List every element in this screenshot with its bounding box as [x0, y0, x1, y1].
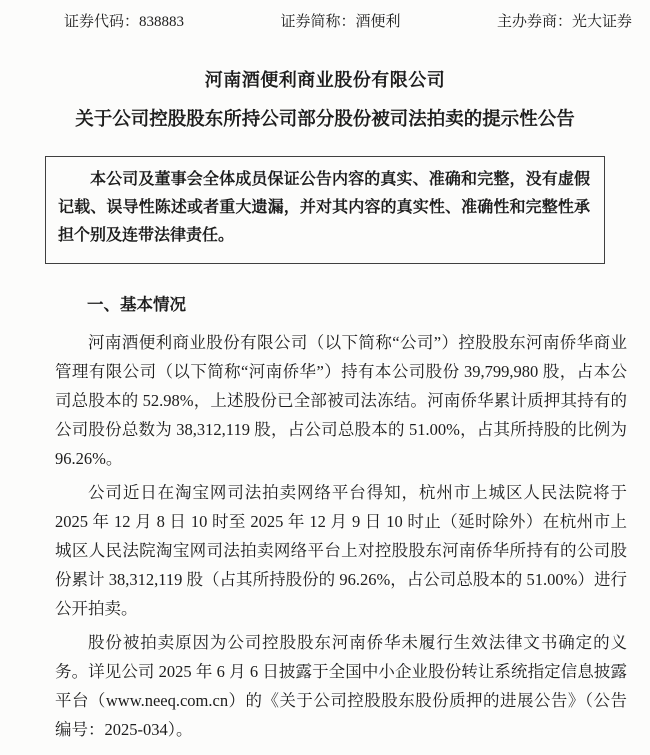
- securities-header: [0, 0, 650, 32]
- sponsor-broker: 主办券商：光大证券: [496, 14, 632, 30]
- announcement-title: 关于公司控股股东所持公司部分股份被司法拍卖的提示性公告: [75, 110, 575, 130]
- paragraph-shareholding: 河南酒便利商业股份有限公司（以下简称“公司”）控股股东河南侨华商业管理有限公司（以下简称“河南侨华”）持有本公司股份 39,799,980 股，占本公司总股本的 52.98%，上述股份已全部被司法冻结。河南侨华累计质押其持有的公司股份总数为 38,312,119 股，占公司总股本的 51.00%，占其所持股的比例为 96.26%。: [55, 333, 627, 468]
- company-title: 河南酒便利商业股份有限公司: [204, 70, 446, 90]
- stock-short-name: 证券简称：酒便利: [280, 14, 401, 30]
- stock-code: 证券代码：838883: [64, 14, 185, 30]
- section-heading-basic-info: 一、基本情况: [87, 295, 186, 314]
- paragraph-auction-notice: 公司近日在淘宝网司法拍卖网络平台得知，杭州市上城区人民法院将于 2025 年 12 月 8 日 10 时至 2025 年 12 月 9 日 10 时止（延时除外）在杭州市上城区人民法院淘宝网司法拍卖网络平台上对控股股东河南侨华所持有的公司股份累计 38,312,119 股（占其所持股份的 96.26%，占公司总股本的 51.00%）进行公开拍卖。: [55, 483, 627, 618]
- disclaimer-box: [45, 156, 605, 264]
- disclaimer-text: 本公司及董事会全体成员保证公告内容的真实、准确和完整，没有虚假记载、误导性陈述或者重大遗漏，并对其内容的真实性、准确性和完整性承担个别及连带法律责任。: [58, 171, 590, 244]
- paragraph-auction-reason: 股份被拍卖原因为公司控股股东河南侨华未履行生效法律文书确定的义务。详见公司 2025 年 6 月 6 日披露于全国中小企业股份转让系统指定信息披露平台（www.neeq.com.cn）的《关于公司控股股东股份质押的进展公告》（公告编号：2025-034）。: [55, 633, 627, 739]
- announcement-body: [55, 293, 627, 744]
